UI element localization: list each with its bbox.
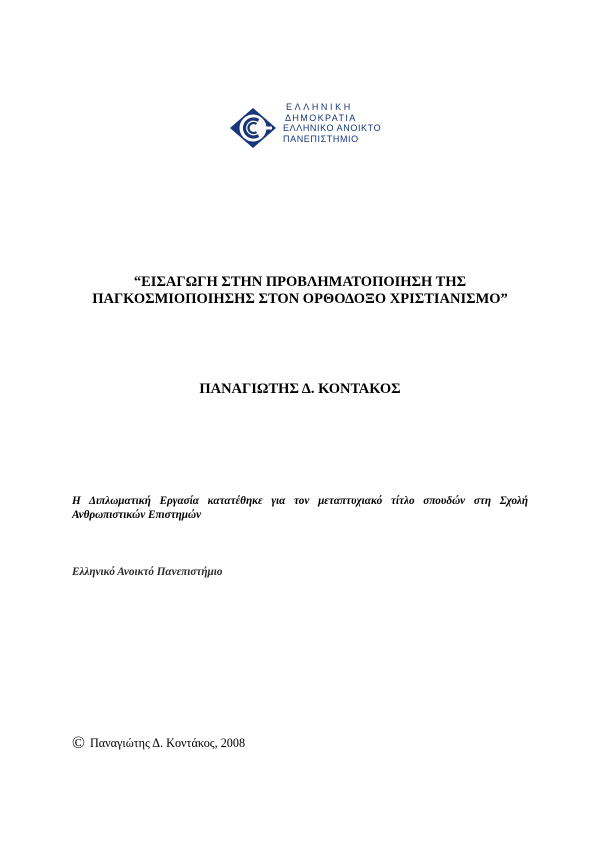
copyright-icon: © <box>72 733 85 752</box>
thesis-title <box>60 274 540 308</box>
copyright-notice <box>72 733 245 753</box>
logo-line-2: ΔΗΜΟΚΡΑΤΙΑ <box>285 112 357 123</box>
thesis-title-line-2: ΠΑΓΚΟΣΜΙΟΠΟΙΗΣΗΣ ΣΤΟΝ ΟΡΘΟΔΟΞΟ ΧΡΙΣΤΙΑΝΙΣΜΟ” <box>92 291 508 307</box>
copyright-text: Παναγιώτης Δ. Κοντάκος, 2008 <box>89 736 246 750</box>
submission-statement <box>72 494 528 522</box>
university-name: Ελληνικό Ανοικτό Πανεπιστήμιο <box>72 566 223 578</box>
author-name: ΠΑΝΑΓΙΩΤΗΣ Δ. ΚΟΝΤΑΚΟΣ <box>199 381 401 397</box>
logo-line-3: ΕΛΛΗΝΙΚΟ ΑΝΟΙΚΤΟ <box>283 123 382 133</box>
hellenic-open-university-emblem-icon <box>228 106 278 150</box>
logo-text <box>283 102 381 144</box>
thesis-title-line-1: “ΕΙΣΑΓΩΓΗ ΣΤΗΝ ΠΡΟΒΛΗΜΑΤΟΠΟΙΗΣΗ ΤΗΣ <box>133 274 467 290</box>
logo-line-4: ΠΑΝΕΠΙΣΤΗΜΙΟ <box>283 133 359 144</box>
submission-statement-line-2: Ανθρωπιστικών Επιστημών <box>72 509 202 521</box>
university-logo <box>228 102 388 152</box>
submission-statement-line-1: Η Διπλωματική Εργασία κατατέθηκε για τον μεταπτυχιακό τίτλο σπουδών στη Σχολή <box>72 495 528 507</box>
logo-line-1: ΕΛΛΗΝΙΚΗ <box>286 102 353 112</box>
